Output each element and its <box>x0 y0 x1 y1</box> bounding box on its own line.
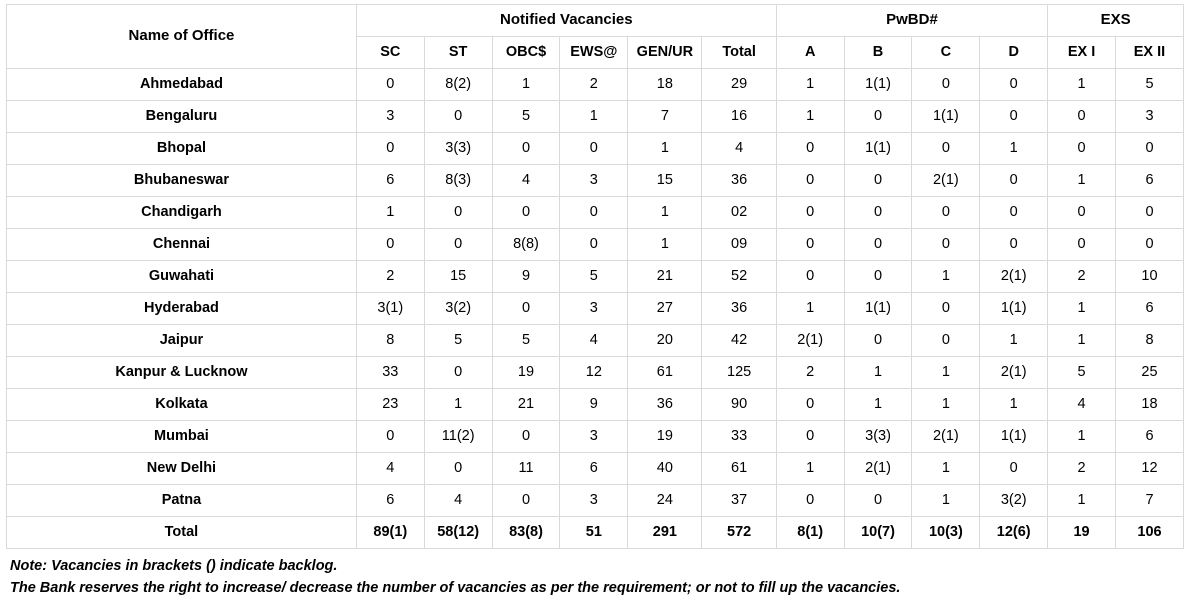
table-row <box>7 421 1184 453</box>
header-exs: EXS <box>1048 5 1184 37</box>
cell-ews: 12 <box>560 357 628 389</box>
cell-ex-i: 1 <box>1048 325 1116 357</box>
subheader-total: Total <box>702 37 776 69</box>
cell-obc: 0 <box>492 197 560 229</box>
cell-total: 52 <box>702 261 776 293</box>
office-name: Chennai <box>7 229 357 261</box>
subheader-ews: EWS@ <box>560 37 628 69</box>
office-name: New Delhi <box>7 453 357 485</box>
total-ews: 51 <box>560 517 628 549</box>
vacancy-table <box>6 4 1184 549</box>
cell-ex-ii: 0 <box>1115 229 1183 261</box>
cell-sc: 0 <box>356 69 424 101</box>
office-name: Patna <box>7 485 357 517</box>
cell-total: 4 <box>702 133 776 165</box>
cell-pwbd-d: 2(1) <box>980 357 1048 389</box>
header-notified-vacancies: Notified Vacancies <box>356 5 776 37</box>
cell-ex-ii: 0 <box>1115 197 1183 229</box>
subheader-pwbd-a: A <box>776 37 844 69</box>
cell-obc: 11 <box>492 453 560 485</box>
office-name: Bengaluru <box>7 101 357 133</box>
subheader-pwbd-d: D <box>980 37 1048 69</box>
cell-pwbd-d: 1 <box>980 389 1048 421</box>
cell-ews: 6 <box>560 453 628 485</box>
cell-obc: 0 <box>492 293 560 325</box>
cell-st: 3(2) <box>424 293 492 325</box>
cell-obc: 5 <box>492 101 560 133</box>
cell-pwbd-d: 0 <box>980 165 1048 197</box>
group-header-row <box>7 5 1184 37</box>
cell-gen-ur: 19 <box>628 421 702 453</box>
note-bank-rights: The Bank reserves the right to increase/ decrease the number of vacancies as per the requirement; or not to fill up the vacancies. <box>10 580 901 597</box>
cell-sc: 33 <box>356 357 424 389</box>
cell-ex-i: 2 <box>1048 453 1116 485</box>
table-row <box>7 357 1184 389</box>
cell-pwbd-d: 3(2) <box>980 485 1048 517</box>
cell-ex-ii: 8 <box>1115 325 1183 357</box>
cell-gen-ur: 36 <box>628 389 702 421</box>
cell-total: 29 <box>702 69 776 101</box>
cell-ex-ii: 6 <box>1115 293 1183 325</box>
cell-ex-i: 0 <box>1048 229 1116 261</box>
cell-st: 8(3) <box>424 165 492 197</box>
cell-pwbd-c: 0 <box>912 293 980 325</box>
total-pwbd-d: 12(6) <box>980 517 1048 549</box>
cell-gen-ur: 21 <box>628 261 702 293</box>
cell-gen-ur: 15 <box>628 165 702 197</box>
table-row <box>7 133 1184 165</box>
table-total-row <box>7 517 1184 549</box>
cell-total: 16 <box>702 101 776 133</box>
cell-pwbd-a: 0 <box>776 389 844 421</box>
table-row <box>7 101 1184 133</box>
cell-sc: 0 <box>356 421 424 453</box>
header-name-of-office: Name of Office <box>7 5 357 69</box>
cell-pwbd-a: 2 <box>776 357 844 389</box>
cell-gen-ur: 24 <box>628 485 702 517</box>
cell-sc: 6 <box>356 485 424 517</box>
total-pwbd-c: 10(3) <box>912 517 980 549</box>
cell-ews: 3 <box>560 485 628 517</box>
office-name: Mumbai <box>7 421 357 453</box>
total-ex-ii: 106 <box>1115 517 1183 549</box>
header-pwbd: PwBD# <box>776 5 1047 37</box>
office-name: Bhubaneswar <box>7 165 357 197</box>
cell-gen-ur: 20 <box>628 325 702 357</box>
table-row <box>7 325 1184 357</box>
cell-pwbd-c: 1(1) <box>912 101 980 133</box>
cell-ex-i: 0 <box>1048 133 1116 165</box>
subheader-pwbd-b: B <box>844 37 912 69</box>
cell-pwbd-d: 0 <box>980 101 1048 133</box>
cell-st: 11(2) <box>424 421 492 453</box>
cell-ex-ii: 18 <box>1115 389 1183 421</box>
table-body <box>7 69 1184 549</box>
cell-pwbd-b: 2(1) <box>844 453 912 485</box>
cell-pwbd-c: 1 <box>912 357 980 389</box>
cell-st: 0 <box>424 197 492 229</box>
table-row <box>7 229 1184 261</box>
cell-obc: 4 <box>492 165 560 197</box>
cell-ex-i: 1 <box>1048 421 1116 453</box>
table-row <box>7 197 1184 229</box>
cell-pwbd-b: 0 <box>844 101 912 133</box>
cell-ex-ii: 6 <box>1115 165 1183 197</box>
cell-sc: 3 <box>356 101 424 133</box>
cell-total: 36 <box>702 293 776 325</box>
cell-pwbd-c: 1 <box>912 389 980 421</box>
cell-sc: 2 <box>356 261 424 293</box>
cell-total: 42 <box>702 325 776 357</box>
subheader-gen-ur: GEN/UR <box>628 37 702 69</box>
cell-pwbd-b: 1 <box>844 357 912 389</box>
table-head <box>7 5 1184 69</box>
total-st: 58(12) <box>424 517 492 549</box>
cell-pwbd-a: 2(1) <box>776 325 844 357</box>
cell-sc: 4 <box>356 453 424 485</box>
subheader-ex-i: EX I <box>1048 37 1116 69</box>
cell-ex-ii: 7 <box>1115 485 1183 517</box>
cell-pwbd-d: 2(1) <box>980 261 1048 293</box>
cell-pwbd-a: 0 <box>776 421 844 453</box>
cell-gen-ur: 1 <box>628 197 702 229</box>
subheader-ex-ii: EX II <box>1115 37 1183 69</box>
cell-pwbd-d: 1(1) <box>980 421 1048 453</box>
cell-pwbd-c: 0 <box>912 325 980 357</box>
cell-pwbd-d: 0 <box>980 453 1048 485</box>
cell-st: 1 <box>424 389 492 421</box>
cell-pwbd-b: 3(3) <box>844 421 912 453</box>
cell-pwbd-d: 1(1) <box>980 293 1048 325</box>
cell-pwbd-b: 1 <box>844 389 912 421</box>
cell-ex-ii: 3 <box>1115 101 1183 133</box>
cell-sc: 23 <box>356 389 424 421</box>
cell-ex-ii: 10 <box>1115 261 1183 293</box>
cell-ex-i: 2 <box>1048 261 1116 293</box>
cell-total: 90 <box>702 389 776 421</box>
cell-total: 61 <box>702 453 776 485</box>
cell-pwbd-d: 1 <box>980 133 1048 165</box>
cell-st: 3(3) <box>424 133 492 165</box>
total-sc: 89(1) <box>356 517 424 549</box>
cell-pwbd-b: 0 <box>844 197 912 229</box>
cell-pwbd-a: 0 <box>776 229 844 261</box>
table-row <box>7 261 1184 293</box>
cell-pwbd-b: 0 <box>844 165 912 197</box>
cell-sc: 1 <box>356 197 424 229</box>
total-gen-ur: 291 <box>628 517 702 549</box>
cell-total: 37 <box>702 485 776 517</box>
total-obc: 83(8) <box>492 517 560 549</box>
cell-gen-ur: 61 <box>628 357 702 389</box>
cell-st: 0 <box>424 229 492 261</box>
cell-ews: 3 <box>560 293 628 325</box>
cell-obc: 5 <box>492 325 560 357</box>
total-label: Total <box>7 517 357 549</box>
cell-pwbd-c: 1 <box>912 485 980 517</box>
cell-pwbd-b: 0 <box>844 229 912 261</box>
cell-ews: 4 <box>560 325 628 357</box>
office-name: Bhopal <box>7 133 357 165</box>
cell-sc: 8 <box>356 325 424 357</box>
office-name: Hyderabad <box>7 293 357 325</box>
cell-pwbd-b: 0 <box>844 261 912 293</box>
cell-gen-ur: 40 <box>628 453 702 485</box>
cell-ews: 5 <box>560 261 628 293</box>
cell-pwbd-a: 1 <box>776 293 844 325</box>
total-total: 572 <box>702 517 776 549</box>
cell-pwbd-b: 0 <box>844 325 912 357</box>
total-ex-i: 19 <box>1048 517 1116 549</box>
cell-pwbd-c: 0 <box>912 197 980 229</box>
cell-ews: 3 <box>560 421 628 453</box>
cell-ex-ii: 6 <box>1115 421 1183 453</box>
cell-pwbd-a: 0 <box>776 261 844 293</box>
cell-gen-ur: 7 <box>628 101 702 133</box>
cell-ews: 2 <box>560 69 628 101</box>
office-name: Guwahati <box>7 261 357 293</box>
table-row <box>7 389 1184 421</box>
cell-ews: 0 <box>560 133 628 165</box>
cell-obc: 9 <box>492 261 560 293</box>
office-name: Kolkata <box>7 389 357 421</box>
office-name: Ahmedabad <box>7 69 357 101</box>
cell-total: 09 <box>702 229 776 261</box>
cell-ex-ii: 5 <box>1115 69 1183 101</box>
cell-pwbd-c: 0 <box>912 229 980 261</box>
cell-ews: 0 <box>560 229 628 261</box>
cell-st: 15 <box>424 261 492 293</box>
cell-gen-ur: 18 <box>628 69 702 101</box>
cell-sc: 3(1) <box>356 293 424 325</box>
cell-gen-ur: 27 <box>628 293 702 325</box>
cell-st: 0 <box>424 357 492 389</box>
subheader-st: ST <box>424 37 492 69</box>
office-name: Chandigarh <box>7 197 357 229</box>
cell-pwbd-b: 1(1) <box>844 133 912 165</box>
subheader-obc: OBC$ <box>492 37 560 69</box>
cell-pwbd-d: 0 <box>980 197 1048 229</box>
cell-ex-ii: 0 <box>1115 133 1183 165</box>
cell-ex-i: 0 <box>1048 197 1116 229</box>
cell-total: 125 <box>702 357 776 389</box>
cell-pwbd-c: 2(1) <box>912 421 980 453</box>
cell-ex-i: 1 <box>1048 165 1116 197</box>
table-row <box>7 485 1184 517</box>
cell-total: 02 <box>702 197 776 229</box>
cell-ex-i: 4 <box>1048 389 1116 421</box>
office-name: Jaipur <box>7 325 357 357</box>
note-backlog: Note: Vacancies in brackets () indicate backlog. <box>10 558 338 574</box>
cell-ex-i: 5 <box>1048 357 1116 389</box>
total-pwbd-b: 10(7) <box>844 517 912 549</box>
cell-st: 0 <box>424 453 492 485</box>
cell-total: 33 <box>702 421 776 453</box>
cell-pwbd-c: 1 <box>912 453 980 485</box>
cell-sc: 0 <box>356 133 424 165</box>
cell-st: 0 <box>424 101 492 133</box>
cell-obc: 0 <box>492 133 560 165</box>
cell-sc: 0 <box>356 229 424 261</box>
cell-st: 4 <box>424 485 492 517</box>
subheader-sc: SC <box>356 37 424 69</box>
cell-pwbd-a: 0 <box>776 485 844 517</box>
table-row <box>7 453 1184 485</box>
cell-total: 36 <box>702 165 776 197</box>
cell-pwbd-b: 0 <box>844 485 912 517</box>
cell-obc: 1 <box>492 69 560 101</box>
cell-pwbd-a: 0 <box>776 133 844 165</box>
cell-ex-i: 1 <box>1048 485 1116 517</box>
cell-st: 8(2) <box>424 69 492 101</box>
cell-pwbd-a: 1 <box>776 101 844 133</box>
cell-pwbd-b: 1(1) <box>844 293 912 325</box>
table-row <box>7 69 1184 101</box>
cell-pwbd-d: 1 <box>980 325 1048 357</box>
cell-pwbd-a: 1 <box>776 69 844 101</box>
cell-pwbd-a: 1 <box>776 453 844 485</box>
cell-ex-ii: 25 <box>1115 357 1183 389</box>
cell-ex-ii: 12 <box>1115 453 1183 485</box>
cell-obc: 0 <box>492 421 560 453</box>
cell-ews: 1 <box>560 101 628 133</box>
cell-obc: 8(8) <box>492 229 560 261</box>
cell-pwbd-c: 1 <box>912 261 980 293</box>
table-notes <box>6 555 1184 600</box>
subheader-pwbd-c: C <box>912 37 980 69</box>
cell-ews: 9 <box>560 389 628 421</box>
cell-pwbd-d: 0 <box>980 229 1048 261</box>
cell-pwbd-c: 2(1) <box>912 165 980 197</box>
office-name: Kanpur & Lucknow <box>7 357 357 389</box>
cell-gen-ur: 1 <box>628 229 702 261</box>
total-pwbd-a: 8(1) <box>776 517 844 549</box>
cell-sc: 6 <box>356 165 424 197</box>
cell-pwbd-a: 0 <box>776 165 844 197</box>
cell-obc: 21 <box>492 389 560 421</box>
cell-gen-ur: 1 <box>628 133 702 165</box>
cell-pwbd-c: 0 <box>912 69 980 101</box>
cell-pwbd-b: 1(1) <box>844 69 912 101</box>
cell-ews: 0 <box>560 197 628 229</box>
cell-st: 5 <box>424 325 492 357</box>
cell-ex-i: 1 <box>1048 293 1116 325</box>
table-row <box>7 165 1184 197</box>
cell-obc: 0 <box>492 485 560 517</box>
cell-pwbd-a: 0 <box>776 197 844 229</box>
cell-pwbd-d: 0 <box>980 69 1048 101</box>
cell-obc: 19 <box>492 357 560 389</box>
cell-ews: 3 <box>560 165 628 197</box>
cell-pwbd-c: 0 <box>912 133 980 165</box>
cell-ex-i: 0 <box>1048 101 1116 133</box>
table-row <box>7 293 1184 325</box>
cell-ex-i: 1 <box>1048 69 1116 101</box>
